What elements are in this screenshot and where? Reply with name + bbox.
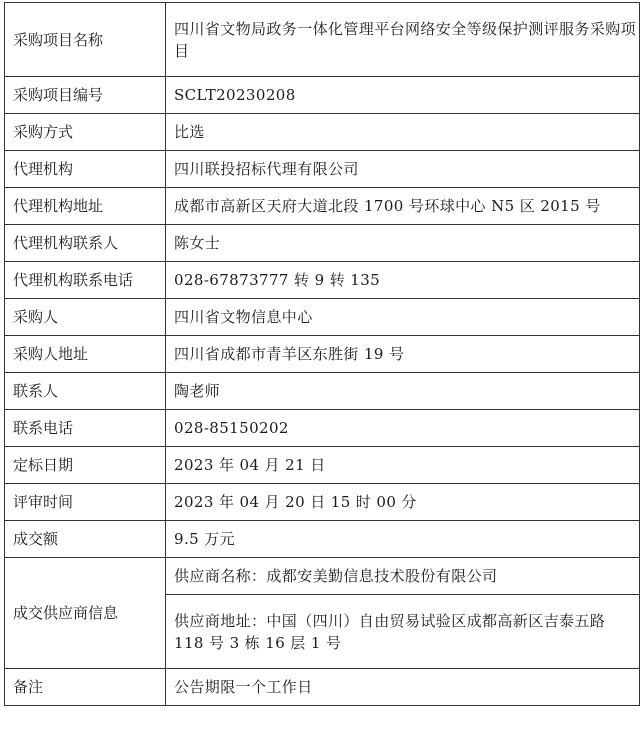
value-remark: 公告期限一个工作日 <box>166 669 640 706</box>
label-review-time: 评审时间 <box>5 484 166 521</box>
procurement-info-table <box>4 2 640 706</box>
row-supplier-name <box>5 558 640 595</box>
value-review-time: 2023 年 04 月 20 日 15 时 00 分 <box>166 484 640 521</box>
row-procurement-method <box>5 114 640 151</box>
row-agency <box>5 151 640 188</box>
label-contact: 联系人 <box>5 373 166 410</box>
value-agency-contact: 陈女士 <box>166 225 640 262</box>
row-purchaser <box>5 299 640 336</box>
label-project-name: 采购项目名称 <box>5 3 166 77</box>
value-purchaser-address: 四川省成都市青羊区东胜街 19 号 <box>166 336 640 373</box>
row-project-number <box>5 77 640 114</box>
value-agency-phone: 028-67873777 转 9 转 135 <box>166 262 640 299</box>
row-project-name <box>5 3 640 77</box>
value-supplier-name: 供应商名称：成都安美勤信息技术股份有限公司 <box>166 558 640 595</box>
label-agency-phone: 代理机构联系电话 <box>5 262 166 299</box>
label-procurement-method: 采购方式 <box>5 114 166 151</box>
row-contact <box>5 373 640 410</box>
row-purchaser-address <box>5 336 640 373</box>
row-agency-contact <box>5 225 640 262</box>
label-purchaser-address: 采购人地址 <box>5 336 166 373</box>
value-supplier-address: 供应商地址：中国（四川）自由贸易试验区成都高新区吉泰五路 118 号 3 栋 16 层 1 号 <box>166 595 640 669</box>
row-remark <box>5 669 640 706</box>
value-project-number: SCLT20230208 <box>166 77 640 114</box>
label-remark: 备注 <box>5 669 166 706</box>
label-agency: 代理机构 <box>5 151 166 188</box>
label-purchaser: 采购人 <box>5 299 166 336</box>
value-phone: 028-85150202 <box>166 410 640 447</box>
value-agency: 四川联投招标代理有限公司 <box>166 151 640 188</box>
value-agency-address: 成都市高新区天府大道北段 1700 号环球中心 N5 区 2015 号 <box>166 188 640 225</box>
row-deal-amount <box>5 521 640 558</box>
label-supplier-info: 成交供应商信息 <box>5 558 166 669</box>
value-award-date: 2023 年 04 月 21 日 <box>166 447 640 484</box>
value-purchaser: 四川省文物信息中心 <box>166 299 640 336</box>
label-deal-amount: 成交额 <box>5 521 166 558</box>
row-phone <box>5 410 640 447</box>
row-agency-phone <box>5 262 640 299</box>
value-project-name: 四川省文物局政务一体化管理平台网络安全等级保护测评服务采购项目 <box>166 3 640 77</box>
label-project-number: 采购项目编号 <box>5 77 166 114</box>
row-award-date <box>5 447 640 484</box>
label-agency-address: 代理机构地址 <box>5 188 166 225</box>
label-award-date: 定标日期 <box>5 447 166 484</box>
label-phone: 联系电话 <box>5 410 166 447</box>
row-review-time <box>5 484 640 521</box>
value-deal-amount: 9.5 万元 <box>166 521 640 558</box>
value-contact: 陶老师 <box>166 373 640 410</box>
label-agency-contact: 代理机构联系人 <box>5 225 166 262</box>
value-procurement-method: 比选 <box>166 114 640 151</box>
row-agency-address <box>5 188 640 225</box>
